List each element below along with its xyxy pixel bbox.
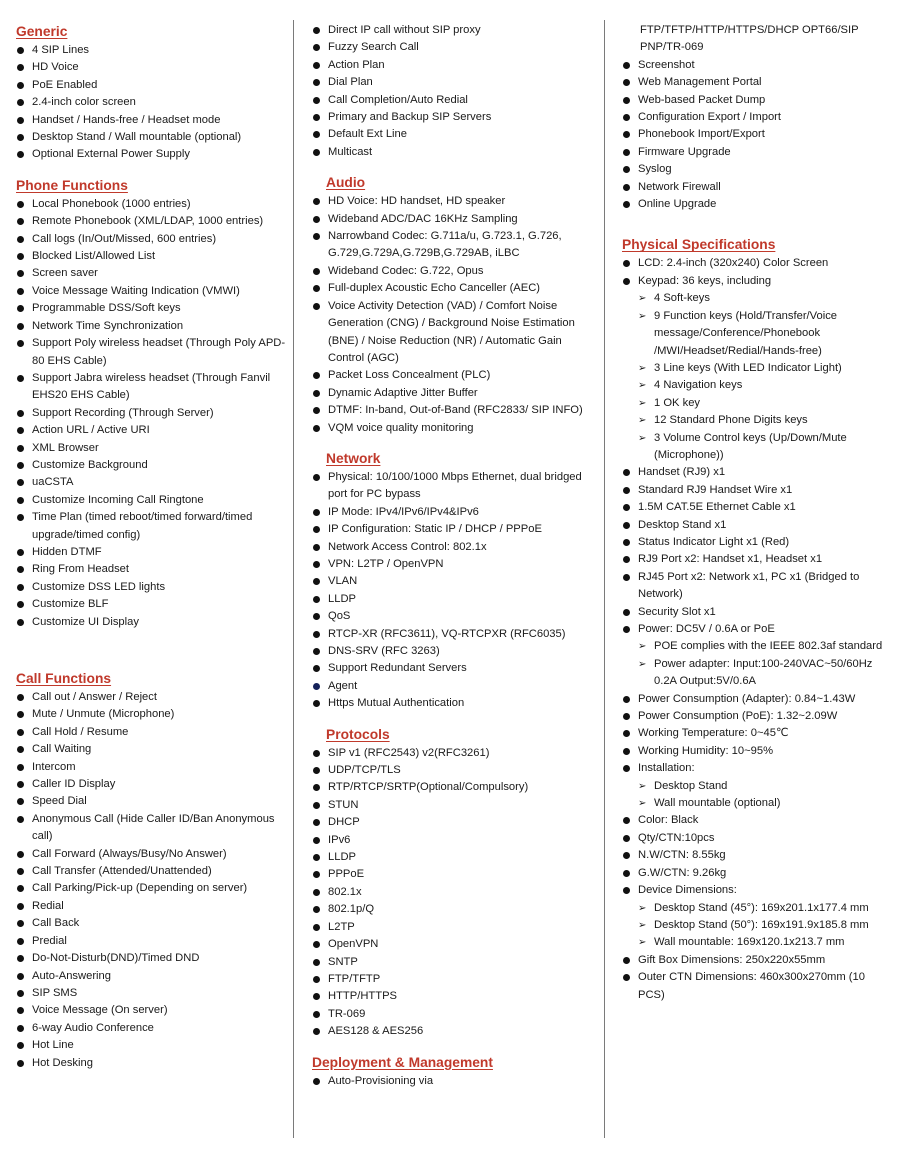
column-divider-2 [604,20,605,1138]
list-item: Call Hold / Resume [16,724,286,741]
list-item: Support Poly wireless headset (Through Poly APD-80 EHS Cable) [16,335,286,370]
list-item: Full-duplex Acoustic Echo Canceller (AEC) [312,280,592,297]
spec-sub-item: ➢ Desktop Stand (50°): 169x191.9x185.8 mm [622,917,892,934]
spec-item: Color: Black [622,812,892,829]
list-item: 802.1x [312,884,592,901]
list-item: QoS [312,608,592,625]
list-item: IP Configuration: Static IP / DHCP / PPPoE [312,521,592,538]
list-item: Caller ID Display [16,776,286,793]
list-item: Primary and Backup SIP Servers [312,109,592,126]
list-item: 6-way Audio Conference [16,1020,286,1037]
list-item: Auto-Answering [16,968,286,985]
list-item: TR-069 [312,1006,592,1023]
list-item: Wideband ADC/DAC 16KHz Sampling [312,211,592,228]
list-item: SIP v1 (RFC2543) v2(RFC3261) [312,745,592,762]
spec-item: Power Consumption (PoE): 1.32~2.09W [622,708,892,725]
list-item [622,22,892,57]
list-item: Anonymous Call (Hide Caller ID/Ban Anonymous call) [16,811,286,846]
list-item: VQM voice quality monitoring [312,420,592,437]
list-call-functions [16,689,286,1072]
list-deployment-cont [622,22,892,57]
list-item: Action Plan [312,57,592,74]
spec-item: Qty/CTN:10pcs [622,830,892,847]
spec-sub-item: ➢ 1 OK key [622,395,892,412]
list-item: LLDP [312,849,592,866]
list-item: PPPoE [312,866,592,883]
spec-item: LCD: 2.4-inch (320x240) Color Screen [622,255,892,272]
spec-item: Working Humidity: 10~95% [622,743,892,760]
list-item: uaCSTA [16,474,286,491]
list-item: Web Management Portal [622,74,892,91]
list-item: Wideband Codec: G.722, Opus [312,263,592,280]
spec-item: RJ9 Port x2: Handset x1, Headset x1 [622,551,892,568]
list-item: XML Browser [16,440,286,457]
spec-item: Keypad: 36 keys, including [622,273,892,290]
spec-item: Handset (RJ9) x1 [622,464,892,481]
spec-sub-item: ➢ 4 Soft-keys [622,290,892,307]
section-title-protocols: Protocols [326,726,390,742]
column-2 [312,22,592,1090]
list-item: Narrowband Codec: G.711a/u, G.723.1, G.726, G.729,G.729A,G.729B,G.729AB, iLBC [312,228,592,263]
list-item: Hot Desking [16,1055,286,1072]
list-item: Redial [16,898,286,915]
list-item: Call logs (In/Out/Missed, 600 entries) [16,231,286,248]
spec-sub-item: ➢ 12 Standard Phone Digits keys [622,412,892,429]
list-item: Hidden DTMF [16,544,286,561]
list-item: RTP/RTCP/SRTP(Optional/Compulsory) [312,779,592,796]
list-item: Firmware Upgrade [622,144,892,161]
list-item: DHCP [312,814,592,831]
list-item: STUN [312,797,592,814]
list-item: Action URL / Active URI [16,422,286,439]
section-title-deployment: Deployment & Management [312,1054,493,1070]
list-item: Call Forward (Always/Busy/No Answer) [16,846,286,863]
list-item: Intercom [16,759,286,776]
spec-item: Gift Box Dimensions: 250x220x55mm [622,952,892,969]
section-title-call-functions: Call Functions [16,671,112,686]
list-item: Https Mutual Authentication [312,695,592,712]
spec-sub-item: ➢ 3 Volume Control keys (Up/Down/Mute (Microphone)) [622,430,892,465]
list-item: Optional External Power Supply [16,146,286,163]
list-item: Mute / Unmute (Microphone) [16,706,286,723]
list-item: Hot Line [16,1037,286,1054]
list-phone-functions [16,196,286,631]
list-item: VLAN [312,573,592,590]
list-call-functions-cont [312,22,592,161]
list-item: SIP SMS [16,985,286,1002]
spec-item: Standard RJ9 Handset Wire x1 [622,482,892,499]
spec-sub-item: ➢ 4 Navigation keys [622,377,892,394]
section-title-audio: Audio [326,175,366,191]
list-audio [312,193,592,437]
list-item: Online Upgrade [622,196,892,213]
list-item: RTCP-XR (RFC3611), VQ-RTCPXR (RFC6035) [312,626,592,643]
list-item: IP Mode: IPv4/IPv6/IPv4&IPv6 [312,504,592,521]
list-item: Direct IP call without SIP proxy [312,22,592,39]
list-item: Packet Loss Concealment (PLC) [312,367,592,384]
list-item: Time Plan (timed reboot/timed forward/timed upgrade/timed config) [16,509,286,544]
provisioning-methods: FTP/TFTP/HTTP/HTTPS/DHCP OPT66/SIP PNP/TR-069 [640,24,859,54]
spec-sub-item: ➢ POE complies with the IEEE 802.3af standard [622,638,892,655]
spec-sub-item: ➢ Desktop Stand (45°): 169x201.1x177.4 mm [622,900,892,917]
list-item: Network Access Control: 802.1x [312,539,592,556]
list-item: Customize Incoming Call Ringtone [16,492,286,509]
list-item: Call out / Answer / Reject [16,689,286,706]
list-item: IPv6 [312,832,592,849]
list-item: Voice Message Waiting Indication (VMWI) [16,283,286,300]
list-item: 802.1p/Q [312,901,592,918]
section-title-generic: Generic [16,24,68,39]
spec-sub-item: ➢ Wall mountable (optional) [622,795,892,812]
list-item: Customize Background [16,457,286,474]
list-item: HTTP/HTTPS [312,988,592,1005]
list-item: Remote Phonebook (XML/LDAP, 1000 entries) [16,213,286,230]
spec-sub-item: ➢ Wall mountable: 169x120.1x213.7 mm [622,934,892,951]
spec-sub-item: ➢ Desktop Stand [622,778,892,795]
list-item: Do-Not-Disturb(DND)/Timed DND [16,950,286,967]
spec-item: Working Temperature: 0~45℃ [622,725,892,742]
spec-item: Power Consumption (Adapter): 0.84~1.43W [622,691,892,708]
list-generic [16,42,286,164]
list-item: Call Parking/Pick-up (Depending on server) [16,880,286,897]
list-item: Desktop Stand / Wall mountable (optional) [16,129,286,146]
section-title-phone-functions: Phone Functions [16,177,128,193]
list-item: Web-based Packet Dump [622,92,892,109]
spec-sub-item: ➢ 9 Function keys (Hold/Transfer/Voice message/Conference/Phonebook /MWI/Headset/Redial/Hands-free) [622,308,892,360]
list-item: Support Recording (Through Server) [16,405,286,422]
spec-item: Installation: [622,760,892,777]
list-item: SNTP [312,954,592,971]
list-item: Fuzzy Search Call [312,39,592,56]
list-item: Syslog [622,161,892,178]
section-title-network: Network [326,450,381,466]
list-item: Programmable DSS/Soft keys [16,300,286,317]
list-item: LLDP [312,591,592,608]
spec-item: RJ45 Port x2: Network x1, PC x1 (Bridged to Network) [622,569,892,604]
list-item: Customize DSS LED lights [16,579,286,596]
list-item: HD Voice [16,59,286,76]
list-item: Screen saver [16,265,286,282]
list-deployment-items [622,57,892,214]
list-item: Ring From Headset [16,561,286,578]
list-item: Dynamic Adaptive Jitter Buffer [312,385,592,402]
list-item: L2TP [312,919,592,936]
spec-item: N.W/CTN: 8.55kg [622,847,892,864]
list-deployment [312,1073,592,1090]
spec-item: Power: DC5V / 0.6A or PoE [622,621,892,638]
list-item: AES128 & AES256 [312,1023,592,1040]
spec-sub-item: ➢ 3 Line keys (With LED Indicator Light) [622,360,892,377]
list-item: DTMF: In-band, Out-of-Band (RFC2833/ SIP INFO) [312,402,592,419]
spec-sub-item: ➢ Power adapter: Input:100-240VAC~50/60Hz 0.2A Output:5V/0.6A [622,656,892,691]
list-item: Physical: 10/100/1000 Mbps Ethernet, dual bridged port for PC bypass [312,469,592,504]
list-item: Local Phonebook (1000 entries) [16,196,286,213]
list-item: FTP/TFTP [312,971,592,988]
spec-item: Desktop Stand x1 [622,517,892,534]
list-item: Network Time Synchronization [16,318,286,335]
list-item: 4 SIP Lines [16,42,286,59]
list-item: Customize BLF [16,596,286,613]
list-item: Blocked List/Allowed List [16,248,286,265]
list-item: 2.4-inch color screen [16,94,286,111]
list-item: HD Voice: HD handset, HD speaker [312,193,592,210]
list-protocols [312,745,592,1041]
column-3 [622,22,892,1004]
list-item: Auto-Provisioning via [312,1073,592,1090]
list-item: Predial [16,933,286,950]
spec-item: 1.5M CAT.5E Ethernet Cable x1 [622,499,892,516]
column-divider-1 [293,20,294,1138]
list-item: Handset / Hands-free / Headset mode [16,112,286,129]
list-physical-specifications [622,255,892,1003]
list-item: Speed Dial [16,793,286,810]
list-item: UDP/TCP/TLS [312,762,592,779]
list-item: Call Back [16,915,286,932]
list-item: Support Jabra wireless headset (Through Fanvil EHS20 EHS Cable) [16,370,286,405]
list-item: Call Completion/Auto Redial [312,92,592,109]
list-item: Support Redundant Servers [312,660,592,677]
list-item: OpenVPN [312,936,592,953]
list-item: Customize UI Display [16,614,286,631]
list-item: VPN: L2TP / OpenVPN [312,556,592,573]
list-item: Default Ext Line [312,126,592,143]
column-1 [16,22,286,1072]
spec-item: G.W/CTN: 9.26kg [622,865,892,882]
spec-item: Outer CTN Dimensions: 460x300x270mm (10 PCS) [622,969,892,1004]
list-item: Network Firewall [622,179,892,196]
list-item: Dial Plan [312,74,592,91]
list-item: Voice Message (On server) [16,1002,286,1019]
list-item: Call Waiting [16,741,286,758]
list-item: Configuration Export / Import [622,109,892,126]
spec-item: Security Slot x1 [622,604,892,621]
list-item: Agent [312,678,592,695]
section-title-physical-specifications: Physical Specifications [622,237,776,253]
spec-item: Status Indicator Light x1 (Red) [622,534,892,551]
spec-item: Device Dimensions: [622,882,892,899]
list-item: Call Transfer (Attended/Unattended) [16,863,286,880]
list-item: Multicast [312,144,592,161]
list-item: DNS-SRV (RFC 3263) [312,643,592,660]
list-item: Voice Activity Detection (VAD) / Comfort Noise Generation (CNG) / Background Noise Estimation (BNE) / Noise Reduction (NR) / Automatic Gain Control (AGC) [312,298,592,368]
list-item: Screenshot [622,57,892,74]
list-item: PoE Enabled [16,77,286,94]
list-network [312,469,592,713]
list-item: Phonebook Import/Export [622,126,892,143]
